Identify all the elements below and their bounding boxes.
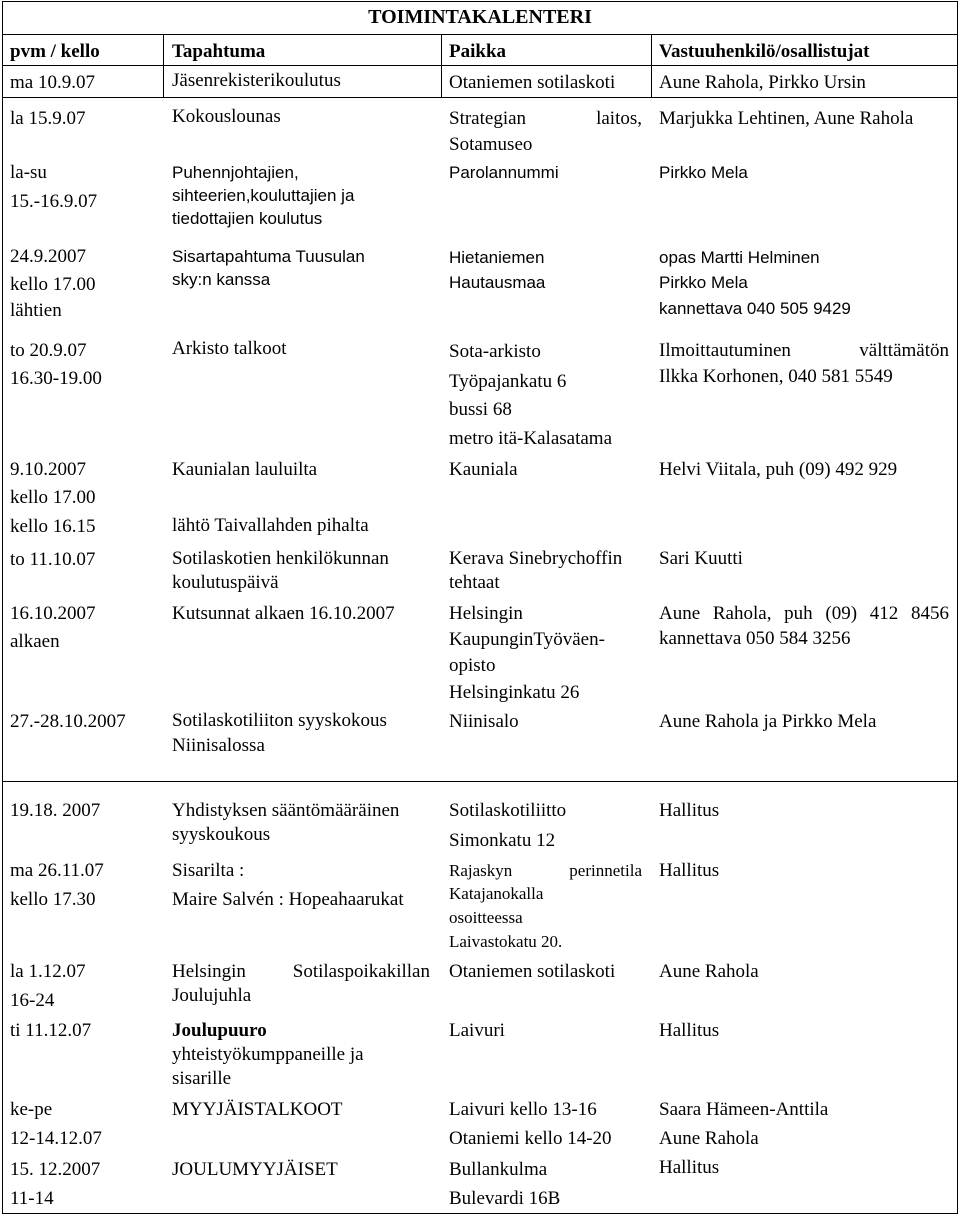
row-date: alkaen [10, 631, 60, 652]
row-event: Joulupuuro [172, 1020, 267, 1041]
row-responsible: Pirkko Mela [659, 163, 748, 182]
row-place: opisto [449, 655, 496, 676]
row-date: 24.9.2007 [10, 246, 86, 267]
row-date: kello 17.30 [10, 889, 96, 910]
row-place: Katajanokalla [449, 884, 544, 903]
header-event: Tapahtuma [172, 41, 266, 62]
header-date: pvm / kello [10, 41, 100, 62]
row-place: Bulevardi 16B [449, 1188, 561, 1209]
rule-header [2, 65, 958, 66]
row-responsible: Marjukka Lehtinen, Aune Rahola [659, 108, 914, 129]
row-place: Helsinginkatu 26 [449, 682, 580, 703]
col-rule-2 [441, 35, 442, 98]
row-place: Hautausmaa [449, 273, 546, 292]
row-date: ke-pe [10, 1099, 53, 1120]
row-responsible: Aune Rahola [659, 1128, 759, 1149]
row-date: 11-14 [10, 1188, 54, 1209]
row-date: 27.-28.10.2007 [10, 711, 126, 732]
row-date: ti 11.12.07 [10, 1020, 92, 1041]
page-title: TOIMINTAKALENTERI [368, 6, 592, 28]
row-place: osoitteessa [449, 908, 523, 927]
row-place: bussi 68 [449, 399, 512, 420]
justified-word: Rahola, [712, 603, 772, 624]
rule-row-1 [2, 97, 958, 98]
col-rule-3 [651, 35, 652, 98]
row-responsible: Saara Hämeen-Anttila [659, 1099, 829, 1120]
row-event: sky:n kanssa [172, 270, 271, 289]
row-place: Laivuri kello 13-16 [449, 1099, 597, 1120]
row-responsible [659, 601, 949, 626]
row-event: Kutsunnat alkaen 16.10.2007 [172, 603, 395, 624]
row-place: Kerava Sinebrychoffin [449, 548, 623, 569]
row-place: Hietaniemen [449, 248, 545, 267]
row-event [172, 959, 430, 984]
justified-word: laitos, [596, 108, 642, 129]
row-responsible: Aune Rahola ja Pirkko Mela [659, 711, 877, 732]
row-date: 9.10.2007 [10, 459, 86, 480]
row-event: MYYJÄISTALKOOT [172, 1099, 343, 1120]
row-date: 16.30-19.00 [10, 368, 102, 389]
justified-word: Strategian [449, 108, 527, 129]
row-responsible: Hallitus [659, 800, 720, 821]
row-event: Sisartapahtuma Tuusulan [172, 247, 365, 266]
row-date: la 15.9.07 [10, 108, 86, 129]
justified-word: puh [784, 603, 813, 624]
row-event: Kaunialan lauluilta [172, 459, 318, 480]
row-date: ma 26.11.07 [10, 860, 104, 881]
row-place: Simonkatu 12 [449, 830, 556, 851]
row-responsible: Hallitus [659, 860, 720, 881]
row-event: JOULUMYYJÄISET [172, 1159, 338, 1180]
row-event: tiedottajien koulutus [172, 209, 323, 228]
row-date: 12-14.12.07 [10, 1128, 102, 1149]
rule-page-break [2, 781, 958, 782]
header-responsible: Vastuuhenkilö/osallistujat [659, 41, 870, 62]
row-date: la 1.12.07 [10, 961, 86, 982]
row-date: to 11.10.07 [10, 549, 96, 570]
col-rule-1 [163, 35, 164, 98]
row-event: Yhdistyksen sääntömääräinen [172, 800, 400, 821]
row-responsible: Aune Rahola, Pirkko Ursin [659, 72, 866, 93]
row-event: lähtö Taivallahden pihalta [172, 515, 369, 536]
justified-word: Rajaskyn [449, 861, 513, 880]
justified-word: Sotilaspoikakillan [292, 961, 430, 982]
row-event: sisarille [172, 1068, 232, 1089]
row-place: Niinisalo [449, 711, 519, 732]
justified-word: Ilmoittautuminen [659, 340, 791, 361]
row-responsible [659, 338, 949, 363]
row-responsible: Pirkko Mela [659, 273, 748, 292]
row-place: Kauniala [449, 459, 518, 480]
row-responsible: Sari Kuutti [659, 548, 743, 569]
row-date: lähtien [10, 300, 62, 321]
row-place: tehtaat [449, 572, 500, 593]
rule-title [2, 34, 958, 35]
row-date: kello 16.15 [10, 516, 96, 537]
row-responsible: Aune Rahola [659, 961, 759, 982]
row-event: sihteerien,kouluttajien ja [172, 186, 355, 205]
row-responsible: Ilkka Korhonen, 040 581 5549 [659, 366, 893, 387]
row-place: Parolannummi [449, 163, 559, 182]
row-place: Otaniemen sotilaskoti [449, 72, 616, 93]
rule-top [2, 1, 958, 2]
row-place: Helsingin [449, 603, 523, 624]
justified-word: Aune [659, 603, 701, 624]
row-event: Puhennjohtajien, [172, 163, 299, 182]
row-event: Jäsenrekisterikoulutus [172, 70, 341, 91]
row-event: yhteistyökumppaneille ja [172, 1044, 364, 1065]
row-event: Sisarilta : [172, 860, 245, 881]
row-responsible: kannettava 050 584 3256 [659, 628, 851, 649]
row-place: Sotamuseo [449, 134, 533, 155]
row-place: Bullankulma [449, 1159, 548, 1180]
row-date: 19.18. 2007 [10, 800, 101, 821]
justified-word: perinnetila [569, 861, 642, 880]
justified-word: (09) [825, 603, 858, 624]
row-event: Maire Salvén : Hopeahaarukat [172, 889, 404, 910]
row-date: to 20.9.07 [10, 340, 87, 361]
row-date: 16-24 [10, 990, 55, 1011]
row-event: Sotilaskotien henkilökunnan [172, 548, 389, 569]
justified-word: 412 [869, 603, 899, 624]
justified-word: välttämätön [859, 340, 949, 361]
row-event: Niinisalossa [172, 735, 265, 756]
row-responsible: Helvi Viitala, puh (09) 492 929 [659, 459, 898, 480]
row-place: KaupunginTyöväen- [449, 629, 605, 650]
row-place: Työpajankatu 6 [449, 371, 567, 392]
row-responsible: kannettava 040 505 9429 [659, 299, 851, 318]
row-event: koulutuspäivä [172, 572, 279, 593]
row-place: Otaniemi kello 14-20 [449, 1128, 612, 1149]
row-date: kello 17.00 [10, 274, 96, 295]
row-date: 15.-16.9.07 [10, 191, 98, 212]
row-event: Arkisto talkoot [172, 338, 287, 359]
row-place: Sota-arkisto [449, 341, 541, 362]
row-date: kello 17.00 [10, 487, 96, 508]
row-place [449, 106, 642, 131]
header-place: Paikka [449, 41, 507, 62]
row-event: Kokouslounas [172, 106, 281, 127]
row-place: Sotilaskotiliitto [449, 800, 567, 821]
justified-word: 8456 [910, 603, 949, 624]
row-place: Otaniemen sotilaskoti [449, 961, 616, 982]
row-date: ma 10.9.07 [10, 72, 95, 93]
row-place: metro itä-Kalasatama [449, 428, 613, 449]
row-responsible: Hallitus [659, 1020, 720, 1041]
row-date: la-su [10, 162, 47, 183]
row-event: Joulujuhla [172, 985, 252, 1006]
row-place [449, 858, 642, 883]
row-date: 16.10.2007 [10, 603, 96, 624]
row-responsible: opas Martti Helminen [659, 248, 820, 267]
row-event: syyskoukous [172, 824, 271, 845]
row-place: Laivuri [449, 1020, 505, 1041]
row-responsible: Hallitus [659, 1157, 720, 1178]
rule-bottom [2, 1213, 958, 1214]
justified-word: Helsingin [172, 961, 246, 982]
row-date: 15. 12.2007 [10, 1159, 101, 1180]
row-place: Laivastokatu 20. [449, 932, 563, 951]
row-event: Sotilaskotiliiton syyskokous [172, 710, 387, 731]
